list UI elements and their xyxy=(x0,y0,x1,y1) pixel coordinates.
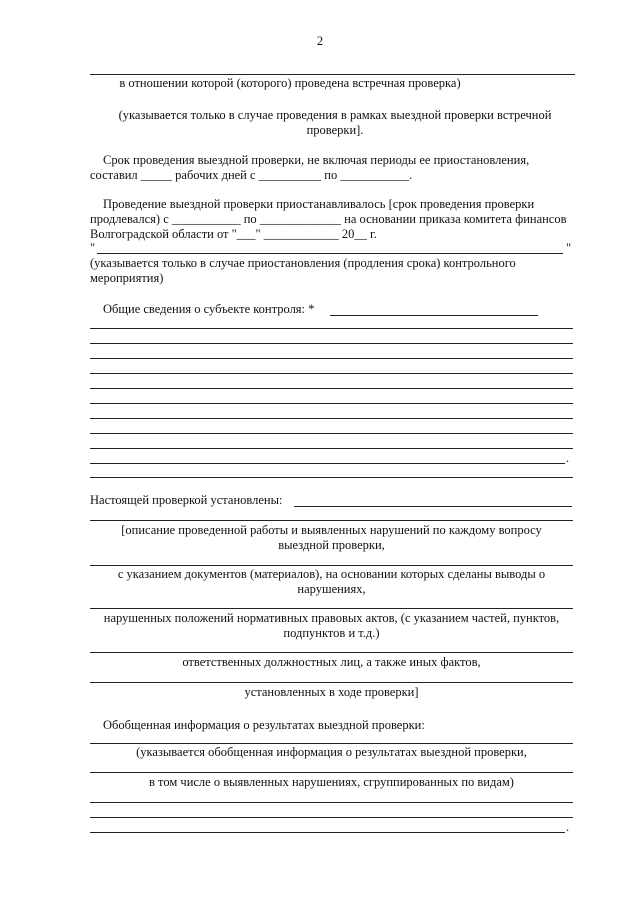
rule-line xyxy=(90,373,573,374)
rule-line xyxy=(294,506,572,507)
rule-line xyxy=(90,817,573,818)
rule-line xyxy=(90,832,565,833)
findings-hint1-line1: [описание проведенной работы и выявленных нарушений по каждому вопросу xyxy=(121,523,542,537)
rule-line xyxy=(90,743,573,744)
suspension-line2: продлевался) с ___________ по _____________ на основании приказа комитета финансов xyxy=(90,212,567,226)
rule-line xyxy=(90,74,575,75)
subject-label: Общие сведения о субъекте контроля: * xyxy=(103,302,315,316)
findings-hint3-line1: нарушенных положений нормативных правовых актов, (с указанием частей, пунктов, xyxy=(103,611,560,625)
rule-line xyxy=(90,403,573,404)
rule-line xyxy=(90,608,573,609)
rule-line xyxy=(90,433,573,434)
rule-line xyxy=(90,652,573,653)
rule-line xyxy=(90,477,573,478)
suspension-line3: Волгоградской области от "___" ____________ 20__ г. xyxy=(90,227,377,241)
findings-hint1-line2: выездной проверки, xyxy=(278,538,385,552)
rule-line xyxy=(90,463,565,464)
rule-line xyxy=(97,253,563,254)
summary-hint2: в том числе о выявленных нарушениях, сгруппированных по видам) xyxy=(149,775,514,789)
findings-hint2-line2: нарушениях, xyxy=(297,582,366,596)
rule-line xyxy=(90,343,573,344)
quote-close: " xyxy=(566,241,572,255)
suspension-note-line1: (указывается только в случае приостановления (продления срока) контрольного xyxy=(90,256,516,270)
rule-line xyxy=(90,802,573,803)
rule-line xyxy=(330,315,538,316)
duration-line2: составил _____ рабочих дней с __________ по ___________. xyxy=(90,168,413,182)
rule-line xyxy=(90,358,573,359)
summary-hint1: (указывается обобщенная информация о результатах выездной проверки, xyxy=(136,745,527,759)
quote-open: " xyxy=(90,241,96,255)
rule-line xyxy=(90,388,573,389)
counter-inspection-note-line1: (указывается только в случае проведения в рамках выездной проверки встречной xyxy=(118,108,552,122)
suspension-line1: Проведение выездной проверки приостанавливалось [срок проведения проверки xyxy=(103,197,535,211)
rule-line xyxy=(90,682,573,683)
page-number: 2 xyxy=(316,34,324,48)
rule-line xyxy=(90,520,573,521)
rule-line xyxy=(90,328,573,329)
findings-hint3-line2: подпунктов и т.д.) xyxy=(283,626,380,640)
summary-label: Обобщенная информация о результатах выездной проверки: xyxy=(103,718,425,732)
counter-inspection-note-line2: проверки]. xyxy=(306,123,364,137)
findings-hint4: ответственных должностных лиц, а также иных фактов, xyxy=(182,655,481,669)
findings-hint5: установленных в ходе проверки] xyxy=(244,685,419,699)
rule-line xyxy=(90,772,573,773)
summary-end-dot: . xyxy=(566,820,570,834)
subject-end-dot: . xyxy=(566,451,570,465)
duration-line1: Срок проведения выездной проверки, не включая периоды ее приостановления, xyxy=(103,153,530,167)
rule-line xyxy=(90,565,573,566)
findings-hint2-line1: с указанием документов (материалов), на основании которых сделаны выводы о xyxy=(117,567,546,581)
findings-label: Настоящей проверкой установлены: xyxy=(90,493,283,507)
rule-line xyxy=(90,448,573,449)
rule-line xyxy=(90,418,573,419)
counter-inspection-label: в отношении которой (которого) проведена встречная проверка) xyxy=(119,76,461,90)
suspension-note-line2: мероприятия) xyxy=(90,271,164,285)
